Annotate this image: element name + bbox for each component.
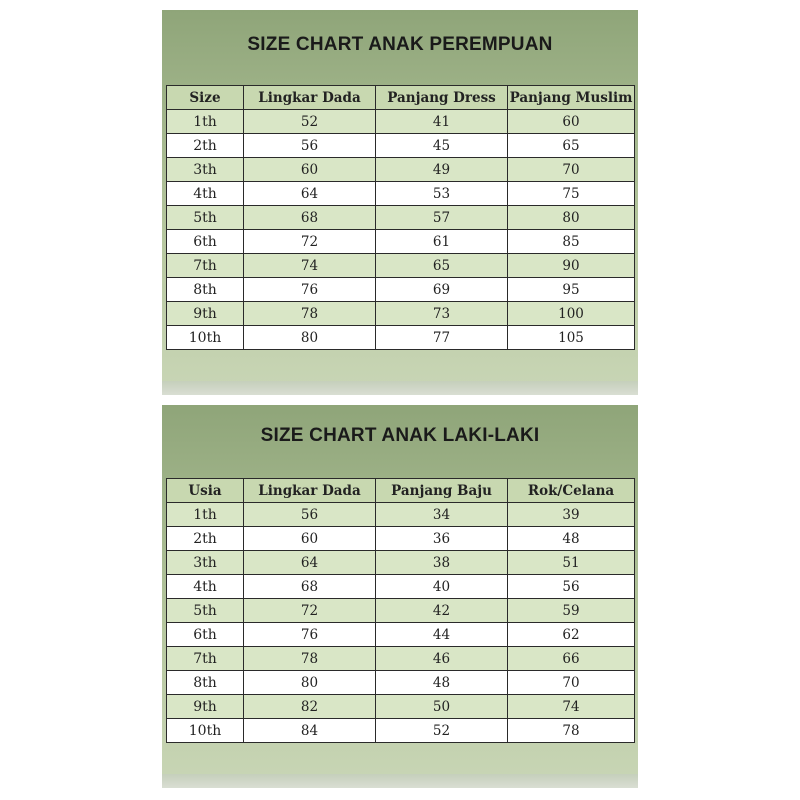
- table-cell: 76: [244, 278, 376, 302]
- table-cell: 48: [376, 671, 508, 695]
- table-cell: 50: [376, 695, 508, 719]
- table-cell: 77: [376, 326, 508, 350]
- row-size-label: 9th: [167, 302, 244, 326]
- table-cell: 85: [508, 230, 635, 254]
- table-row: [167, 575, 635, 599]
- table-row: [167, 254, 635, 278]
- row-size-label: 5th: [167, 206, 244, 230]
- column-header-age: Usia: [167, 479, 244, 503]
- column-header-size: Size: [167, 86, 244, 110]
- table-cell: 56: [508, 575, 635, 599]
- table-cell: 60: [244, 527, 376, 551]
- table-cell: 95: [508, 278, 635, 302]
- girls-size-chart-panel: [162, 10, 638, 395]
- table-cell: 70: [508, 158, 635, 182]
- table-cell: 36: [376, 527, 508, 551]
- table-cell: 39: [508, 503, 635, 527]
- table-cell: 52: [376, 719, 508, 743]
- column-header-chest: Lingkar Dada: [244, 479, 376, 503]
- row-size-label: 4th: [167, 182, 244, 206]
- girls-size-table: [166, 85, 635, 350]
- table-cell: 65: [508, 134, 635, 158]
- table-row: [167, 623, 635, 647]
- table-cell: 60: [508, 110, 635, 134]
- row-size-label: 3th: [167, 158, 244, 182]
- table-cell: 70: [508, 671, 635, 695]
- table-cell: 64: [244, 182, 376, 206]
- table-cell: 80: [508, 206, 635, 230]
- table-cell: 46: [376, 647, 508, 671]
- table-cell: 60: [244, 158, 376, 182]
- row-size-label: 1th: [167, 110, 244, 134]
- table-cell: 44: [376, 623, 508, 647]
- table-cell: 65: [376, 254, 508, 278]
- boys-chart-title: SIZE CHART ANAK LAKI-LAKI: [260, 425, 540, 446]
- column-header-shirt-length: Panjang Baju: [376, 479, 508, 503]
- table-cell: 78: [244, 302, 376, 326]
- girls-chart-title: SIZE CHART ANAK PEREMPUAN: [247, 34, 553, 55]
- table-cell: 90: [508, 254, 635, 278]
- table-cell: 56: [244, 503, 376, 527]
- table-row: [167, 278, 635, 302]
- row-size-label: 6th: [167, 623, 244, 647]
- table-header-row: [167, 479, 635, 503]
- boys-panel-footer: [162, 774, 638, 788]
- table-cell: 72: [244, 599, 376, 623]
- table-cell: 59: [508, 599, 635, 623]
- table-cell: 105: [508, 326, 635, 350]
- row-size-label: 4th: [167, 575, 244, 599]
- table-cell: 48: [508, 527, 635, 551]
- table-cell: 82: [244, 695, 376, 719]
- table-cell: 34: [376, 503, 508, 527]
- table-cell: 74: [508, 695, 635, 719]
- table-cell: 49: [376, 158, 508, 182]
- table-cell: 38: [376, 551, 508, 575]
- table-cell: 42: [376, 599, 508, 623]
- table-cell: 69: [376, 278, 508, 302]
- table-cell: 40: [376, 575, 508, 599]
- row-size-label: 5th: [167, 599, 244, 623]
- row-size-label: 1th: [167, 503, 244, 527]
- table-row: [167, 503, 635, 527]
- table-cell: 68: [244, 206, 376, 230]
- table-row: [167, 695, 635, 719]
- boys-size-chart-panel: [162, 405, 638, 788]
- table-row: [167, 671, 635, 695]
- table-cell: 45: [376, 134, 508, 158]
- row-size-label: 8th: [167, 278, 244, 302]
- table-cell: 53: [376, 182, 508, 206]
- table-cell: 56: [244, 134, 376, 158]
- table-row: [167, 206, 635, 230]
- girls-panel-footer: [162, 381, 638, 395]
- table-row: [167, 158, 635, 182]
- table-row: [167, 182, 635, 206]
- row-size-label: 7th: [167, 254, 244, 278]
- table-row: [167, 647, 635, 671]
- row-size-label: 10th: [167, 326, 244, 350]
- table-cell: 80: [244, 326, 376, 350]
- table-row: [167, 719, 635, 743]
- row-size-label: 7th: [167, 647, 244, 671]
- table-cell: 100: [508, 302, 635, 326]
- row-size-label: 3th: [167, 551, 244, 575]
- table-row: [167, 326, 635, 350]
- table-row: [167, 551, 635, 575]
- table-cell: 57: [376, 206, 508, 230]
- column-header-chest: Lingkar Dada: [244, 86, 376, 110]
- table-row: [167, 230, 635, 254]
- table-cell: 78: [508, 719, 635, 743]
- table-cell: 74: [244, 254, 376, 278]
- table-cell: 61: [376, 230, 508, 254]
- column-header-dress-length: Panjang Dress: [376, 86, 508, 110]
- table-row: [167, 302, 635, 326]
- table-cell: 41: [376, 110, 508, 134]
- table-cell: 64: [244, 551, 376, 575]
- table-cell: 78: [244, 647, 376, 671]
- table-cell: 66: [508, 647, 635, 671]
- table-cell: 84: [244, 719, 376, 743]
- row-size-label: 9th: [167, 695, 244, 719]
- table-row: [167, 134, 635, 158]
- table-cell: 73: [376, 302, 508, 326]
- row-size-label: 6th: [167, 230, 244, 254]
- table-cell: 80: [244, 671, 376, 695]
- table-cell: 76: [244, 623, 376, 647]
- column-header-skirt-pants: Rok/Celana: [508, 479, 635, 503]
- row-size-label: 10th: [167, 719, 244, 743]
- table-cell: 75: [508, 182, 635, 206]
- row-size-label: 8th: [167, 671, 244, 695]
- table-cell: 68: [244, 575, 376, 599]
- table-row: [167, 110, 635, 134]
- table-row: [167, 599, 635, 623]
- row-size-label: 2th: [167, 134, 244, 158]
- table-cell: 51: [508, 551, 635, 575]
- table-row: [167, 527, 635, 551]
- row-size-label: 2th: [167, 527, 244, 551]
- table-header-row: [167, 86, 635, 110]
- boys-size-table: [166, 478, 635, 743]
- table-cell: 72: [244, 230, 376, 254]
- table-cell: 62: [508, 623, 635, 647]
- table-cell: 52: [244, 110, 376, 134]
- column-header-muslim-length: Panjang Muslim: [508, 86, 635, 110]
